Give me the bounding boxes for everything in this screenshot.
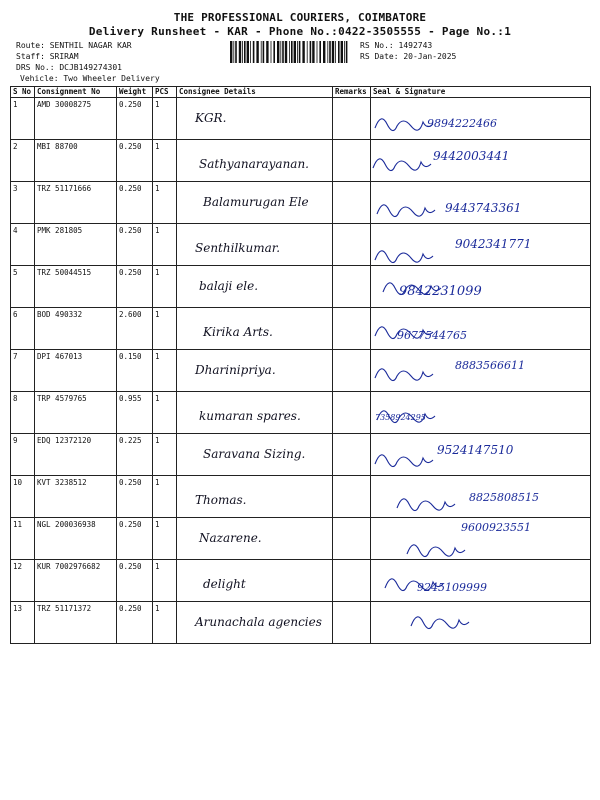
col-header-sno: S No xyxy=(11,87,35,98)
cell-signature xyxy=(371,98,591,140)
table-row xyxy=(11,182,591,224)
cell-consignment-no: BOD 490332 xyxy=(35,308,117,350)
cell-remarks xyxy=(333,392,371,434)
cell-pcs: 1 xyxy=(153,434,177,476)
cell-sno: 12 xyxy=(11,560,35,602)
cell-remarks xyxy=(333,518,371,560)
consignee-handwriting: Sathyanarayanan. xyxy=(199,157,309,171)
consignee-handwriting: Senthilkumar. xyxy=(195,241,281,255)
cell-consignee xyxy=(177,266,333,308)
table-header-row xyxy=(11,87,591,98)
cell-remarks xyxy=(333,434,371,476)
cell-remarks xyxy=(333,140,371,182)
cell-weight: 0.250 xyxy=(117,224,153,266)
consignee-handwriting: KGR. xyxy=(195,111,227,125)
cell-consignment-no: TRZ 51171666 xyxy=(35,182,117,224)
table-row xyxy=(11,476,591,518)
cell-weight: 0.250 xyxy=(117,140,153,182)
route-label: Route: SENTHIL NAGAR KAR xyxy=(16,41,132,50)
cell-consignment-no: TRZ 51171372 xyxy=(35,602,117,644)
signature-phone-number: 8825808515 xyxy=(469,491,539,504)
cell-consignee xyxy=(177,560,333,602)
consignee-handwriting: Thomas. xyxy=(195,493,247,507)
col-header-remarks: Remarks xyxy=(333,87,371,98)
signature-phone-number: 8883566611 xyxy=(455,359,525,372)
cell-remarks xyxy=(333,224,371,266)
cell-consignee xyxy=(177,308,333,350)
cell-consignee xyxy=(177,224,333,266)
cell-weight: 0.250 xyxy=(117,602,153,644)
signature-phone-number: 9894222466 xyxy=(427,117,497,130)
cell-signature xyxy=(371,182,591,224)
cell-consignee xyxy=(177,392,333,434)
cell-consignment-no: PMK 281805 xyxy=(35,224,117,266)
signature-phone-number: 9042341771 xyxy=(455,237,532,251)
cell-consignee xyxy=(177,476,333,518)
cell-signature xyxy=(371,602,591,644)
cell-consignment-no: DPI 467013 xyxy=(35,350,117,392)
signature-phone-number: 9677544765 xyxy=(397,329,467,342)
table-row xyxy=(11,140,591,182)
consignee-handwriting: balaji ele. xyxy=(199,279,259,293)
cell-pcs: 1 xyxy=(153,140,177,182)
cell-pcs: 1 xyxy=(153,266,177,308)
rs-date: RS Date: 20-Jan-2025 xyxy=(360,52,457,61)
barcode-image xyxy=(230,41,350,63)
cell-sno: 4 xyxy=(11,224,35,266)
cell-pcs: 1 xyxy=(153,392,177,434)
cell-sno: 7 xyxy=(11,350,35,392)
cell-pcs: 1 xyxy=(153,182,177,224)
cell-weight: 0.250 xyxy=(117,182,153,224)
cell-sno: 3 xyxy=(11,182,35,224)
runsheet-table xyxy=(10,86,591,644)
cell-sno: 8 xyxy=(11,392,35,434)
cell-signature xyxy=(371,434,591,476)
consignee-handwriting: delight xyxy=(203,577,246,591)
consignee-handwriting: Dharinipriya. xyxy=(195,363,276,377)
cell-remarks xyxy=(333,350,371,392)
cell-weight: 2.600 xyxy=(117,308,153,350)
cell-weight: 0.250 xyxy=(117,518,153,560)
consignee-handwriting: Saravana Sizing. xyxy=(203,447,306,461)
cell-consignment-no: TRP 4579765 xyxy=(35,392,117,434)
signature-scribble xyxy=(371,308,587,348)
col-header-signature: Seal & Signature xyxy=(371,87,591,98)
table-row xyxy=(11,350,591,392)
cell-signature xyxy=(371,224,591,266)
table-row xyxy=(11,434,591,476)
cell-remarks xyxy=(333,182,371,224)
table-row xyxy=(11,518,591,560)
cell-consignment-no: MBI 88700 xyxy=(35,140,117,182)
cell-remarks xyxy=(333,266,371,308)
staff-label: Staff: SRIRAM xyxy=(16,52,79,61)
cell-consignment-no: TRZ 50044515 xyxy=(35,266,117,308)
consignee-handwriting: Nazarene. xyxy=(199,531,262,545)
cell-weight: 0.250 xyxy=(117,476,153,518)
signature-phone-number: 9600923551 xyxy=(461,521,531,534)
table-row xyxy=(11,266,591,308)
cell-remarks xyxy=(333,476,371,518)
col-header-pcs: PCS xyxy=(153,87,177,98)
cell-consignment-no: NGL 200036938 xyxy=(35,518,117,560)
consignee-handwriting: Arunachala agencies xyxy=(195,615,322,629)
cell-signature xyxy=(371,350,591,392)
cell-pcs: 1 xyxy=(153,560,177,602)
consignee-handwriting: Balamurugan Ele xyxy=(203,195,309,209)
cell-weight: 0.225 xyxy=(117,434,153,476)
cell-weight: 0.250 xyxy=(117,560,153,602)
rs-number: RS No.: 1492743 xyxy=(360,41,433,50)
cell-consignee xyxy=(177,602,333,644)
cell-consignment-no: KUR 7002976682 xyxy=(35,560,117,602)
cell-sno: 1 xyxy=(11,98,35,140)
cell-pcs: 1 xyxy=(153,224,177,266)
signature-phone-number: 9842231099 xyxy=(399,284,482,299)
cell-pcs: 1 xyxy=(153,98,177,140)
col-header-weight: Weight xyxy=(117,87,153,98)
signature-scribble xyxy=(371,602,587,642)
cell-sno: 10 xyxy=(11,476,35,518)
cell-consignee xyxy=(177,140,333,182)
cell-remarks xyxy=(333,560,371,602)
company-title: THE PROFESSIONAL COURIERS, COIMBATORE xyxy=(173,11,427,24)
cell-weight: 0.150 xyxy=(117,350,153,392)
cell-signature xyxy=(371,308,591,350)
cell-consignment-no: AMD 30008275 xyxy=(35,98,117,140)
cell-sno: 5 xyxy=(11,266,35,308)
signature-scribble xyxy=(371,560,587,600)
table-row xyxy=(11,308,591,350)
cell-pcs: 1 xyxy=(153,476,177,518)
table-row xyxy=(11,98,591,140)
cell-consignee xyxy=(177,350,333,392)
table-row xyxy=(11,224,591,266)
runsheet-subtitle: Delivery Runsheet - KAR - Phone No.:0422-3505555 - Page No.:1 xyxy=(88,25,512,38)
cell-weight: 0.250 xyxy=(117,266,153,308)
cell-signature xyxy=(371,518,591,560)
cell-signature xyxy=(371,140,591,182)
signature-phone-number: 7358924295 xyxy=(375,413,426,422)
table-row xyxy=(11,560,591,602)
cell-sno: 11 xyxy=(11,518,35,560)
cell-weight: 0.250 xyxy=(117,98,153,140)
cell-sno: 13 xyxy=(11,602,35,644)
cell-remarks xyxy=(333,98,371,140)
table-row xyxy=(11,602,591,644)
cell-signature xyxy=(371,392,591,434)
table-row xyxy=(11,392,591,434)
cell-consignment-no: EDQ 12372120 xyxy=(35,434,117,476)
drs-number: DRS No.: DCJB149274301 xyxy=(16,63,122,72)
cell-consignee xyxy=(177,434,333,476)
signature-phone-number: 9443743361 xyxy=(445,201,522,215)
cell-signature xyxy=(371,266,591,308)
cell-pcs: 1 xyxy=(153,350,177,392)
signature-phone-number: 9524147510 xyxy=(437,443,514,457)
consignee-handwriting: Kirika Arts. xyxy=(203,325,273,339)
cell-consignee xyxy=(177,518,333,560)
signature-phone-number: 9442003441 xyxy=(433,149,510,163)
cell-pcs: 1 xyxy=(153,602,177,644)
vehicle-label: Vehicle: Two Wheeler Delivery xyxy=(20,74,160,83)
cell-pcs: 1 xyxy=(153,308,177,350)
cell-signature xyxy=(371,560,591,602)
cell-remarks xyxy=(333,308,371,350)
cell-sno: 9 xyxy=(11,434,35,476)
consignee-handwriting: kumaran spares. xyxy=(199,409,301,423)
signature-phone-number: 9245109999 xyxy=(417,581,487,594)
cell-signature xyxy=(371,476,591,518)
cell-pcs: 1 xyxy=(153,518,177,560)
cell-weight: 0.955 xyxy=(117,392,153,434)
cell-sno: 2 xyxy=(11,140,35,182)
cell-remarks xyxy=(333,602,371,644)
col-header-consignee: Consignee Details xyxy=(177,87,333,98)
cell-sno: 6 xyxy=(11,308,35,350)
cell-consignee xyxy=(177,182,333,224)
cell-consignee xyxy=(177,98,333,140)
col-header-consignment: Consignment No xyxy=(35,87,117,98)
cell-consignment-no: KVT 3238512 xyxy=(35,476,117,518)
